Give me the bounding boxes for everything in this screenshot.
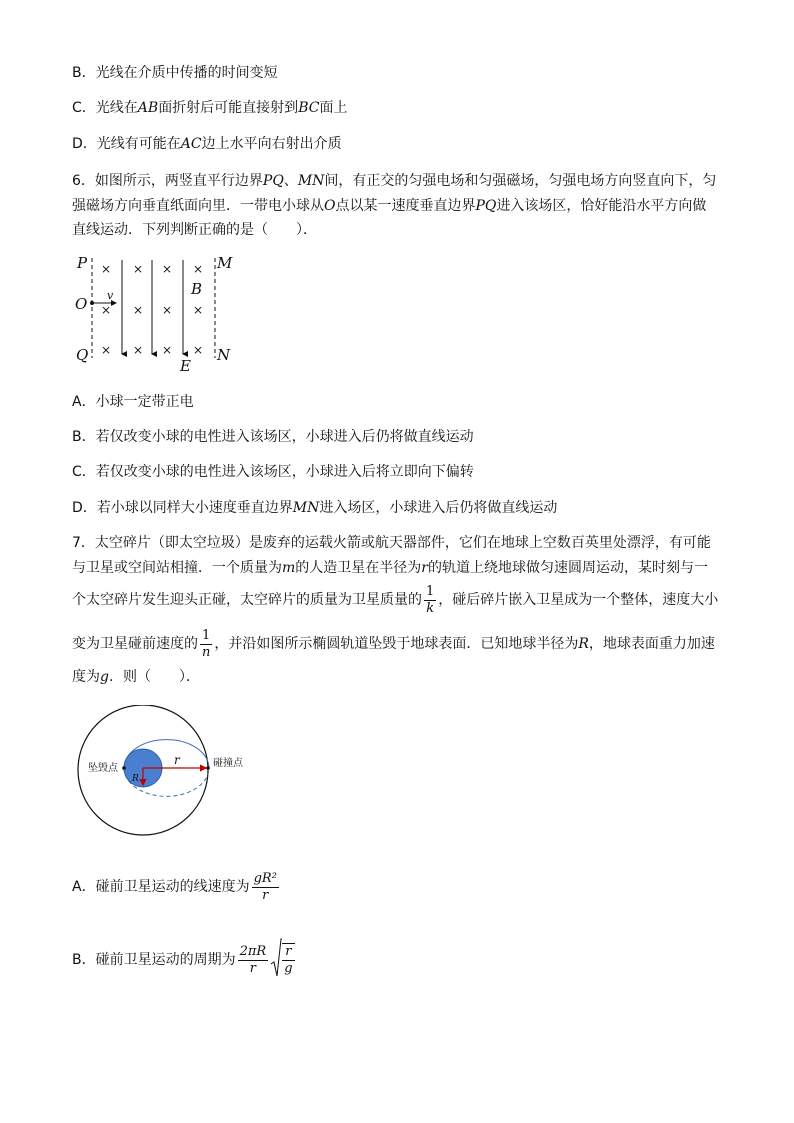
text: ，碰后碎片嵌入卫星成为一个整体，速度大小 xyxy=(438,592,719,608)
text: 个太空碎片发生迎头正碰，太空碎片的质量为卫星质量的 xyxy=(72,592,422,608)
denominator: n xyxy=(202,644,211,660)
var-bc: BC xyxy=(298,100,320,116)
sqrt-r-over-g xyxy=(270,938,296,982)
cross-mark: × xyxy=(133,303,144,317)
numerator: 2πR xyxy=(239,943,267,959)
cross-mark: × xyxy=(162,262,173,276)
var-pq: PQ xyxy=(475,198,497,214)
q7-stem-line3 xyxy=(72,583,718,617)
text: 的轨道上绕地球做匀速圆周运动，某时刻与一 xyxy=(427,560,708,576)
var-o: O xyxy=(324,198,336,214)
numerator: 1 xyxy=(202,627,211,643)
denominator: g xyxy=(284,961,293,976)
fraction-2pir-over-r xyxy=(238,944,269,977)
label-o: O xyxy=(75,295,88,313)
numerator: gR² xyxy=(253,870,277,886)
denominator: r xyxy=(238,960,269,977)
label-e: E xyxy=(180,357,191,375)
q7-option-a xyxy=(72,867,281,907)
text: ，并沿如图所示椭圆轨道坠毁于地球表面．已知地球半径为 xyxy=(214,636,579,652)
cross-mark: × xyxy=(133,262,144,276)
cross-mark: × xyxy=(101,303,112,317)
text: 变为卫星碰前速度的 xyxy=(72,636,198,652)
collision-point xyxy=(206,766,210,770)
denominator: r xyxy=(252,887,279,904)
var-r-earth: R xyxy=(578,636,589,652)
q5-option-c xyxy=(72,98,347,118)
q7-option-b xyxy=(72,938,297,982)
text: 点以某一速度垂直边界 xyxy=(335,198,476,214)
text: ，地球表面重力加速 xyxy=(588,636,715,652)
fraction-1-over-n xyxy=(200,628,212,661)
text: 6．如图所示，两竖直平行边界 xyxy=(72,173,263,189)
label-n: N xyxy=(217,346,231,364)
text: 间，有正交的匀强电场和匀强磁场，匀强电场方向竖直向下，匀 xyxy=(324,173,717,189)
text: 面折射后可能直接射到 xyxy=(158,100,299,116)
var-mn: MN xyxy=(292,500,320,516)
text: 强磁场方向垂直纸面向里．一带电小球从 xyxy=(72,198,324,214)
sqrt-sign-icon xyxy=(270,938,282,978)
cross-mark: × xyxy=(193,262,204,276)
q7-stem-line1: 7．太空碎片（即太空垃圾）是废弃的运载火箭或航天器部件，它们在地球上空数百英里处漂浮，有可能 xyxy=(72,535,711,551)
label-p: P xyxy=(77,254,88,272)
label-m: M xyxy=(217,254,233,272)
q7-orbit-diagram xyxy=(76,705,266,840)
text: C．光线在 xyxy=(72,100,138,116)
var-ab: AB xyxy=(137,100,159,116)
var-pq: PQ xyxy=(262,173,284,189)
q6-field-diagram xyxy=(72,250,242,375)
text: 度为 xyxy=(72,669,100,685)
text: D．若小球以同样大小速度垂直边界 xyxy=(72,500,293,516)
q5-option-b: B．光线在介质中传播的时间变短 xyxy=(72,65,278,81)
cross-mark: × xyxy=(193,303,204,317)
q6-option-d xyxy=(72,498,557,518)
cross-mark: × xyxy=(101,262,112,276)
var-g: g xyxy=(100,669,109,685)
text: D．光线有可能在 xyxy=(72,136,181,152)
text: ．则（ ）． xyxy=(108,669,200,685)
fraction-v xyxy=(252,871,279,904)
q7-stem-line4 xyxy=(72,627,715,661)
q6-option-b: B．若仅改变小球的电性进入该场区，小球进入后仍将做直线运动 xyxy=(72,429,474,445)
q6-stem-line3: 直线运动．下列判断正确的是（ ）． xyxy=(72,222,317,238)
text: 的人造卫星在半径为 xyxy=(295,560,422,576)
text: 边上水平向右射出介质 xyxy=(201,136,342,152)
cross-mark: × xyxy=(193,343,204,357)
text: 面上 xyxy=(319,100,348,116)
q7-stem-line2 xyxy=(72,558,708,578)
label-q: Q xyxy=(76,346,89,364)
cross-mark: × xyxy=(162,303,173,317)
crash-point xyxy=(122,766,126,770)
q6-option-c: C．若仅改变小球的电性进入该场区，小球进入后将立即向下偏转 xyxy=(72,464,474,480)
var-m: m xyxy=(282,560,296,576)
text: 进入场区，小球进入后仍将做直线运动 xyxy=(319,500,558,516)
fraction-r-over-g xyxy=(282,943,294,977)
q5-option-d xyxy=(72,134,342,154)
var-r: r xyxy=(421,560,428,576)
var-ac: AC xyxy=(180,136,202,152)
numerator: 1 xyxy=(426,583,435,599)
text: 、 xyxy=(283,173,298,189)
cross-mark: × xyxy=(162,343,173,357)
var-mn: MN xyxy=(297,173,325,189)
label-v: v xyxy=(107,289,114,302)
text: 进入该场区，恰好能沿水平方向做 xyxy=(496,198,707,214)
cross-mark: × xyxy=(101,343,112,357)
label-crash-point: 坠毁点 xyxy=(88,763,118,774)
denominator: k xyxy=(424,600,436,617)
q6-stem-line2 xyxy=(72,196,706,216)
label-earth-radius: R xyxy=(132,774,139,784)
q6-option-a: A．小球一定带正电 xyxy=(72,394,194,410)
numerator: r xyxy=(285,944,292,959)
label-b: B xyxy=(191,280,203,298)
q6-stem-line1 xyxy=(72,171,716,191)
text: B．碰前卫星运动的周期为 xyxy=(72,952,236,968)
q7-stem-line5 xyxy=(72,667,200,687)
label-collision-point: 碰撞点 xyxy=(213,758,243,769)
label-r: r xyxy=(174,753,180,767)
fraction-1-over-k xyxy=(424,584,436,617)
text: A．碰前卫星运动的线速度为 xyxy=(72,879,250,895)
text: 与卫星或空间站相撞．一个质量为 xyxy=(72,560,282,576)
cross-mark: × xyxy=(133,343,144,357)
